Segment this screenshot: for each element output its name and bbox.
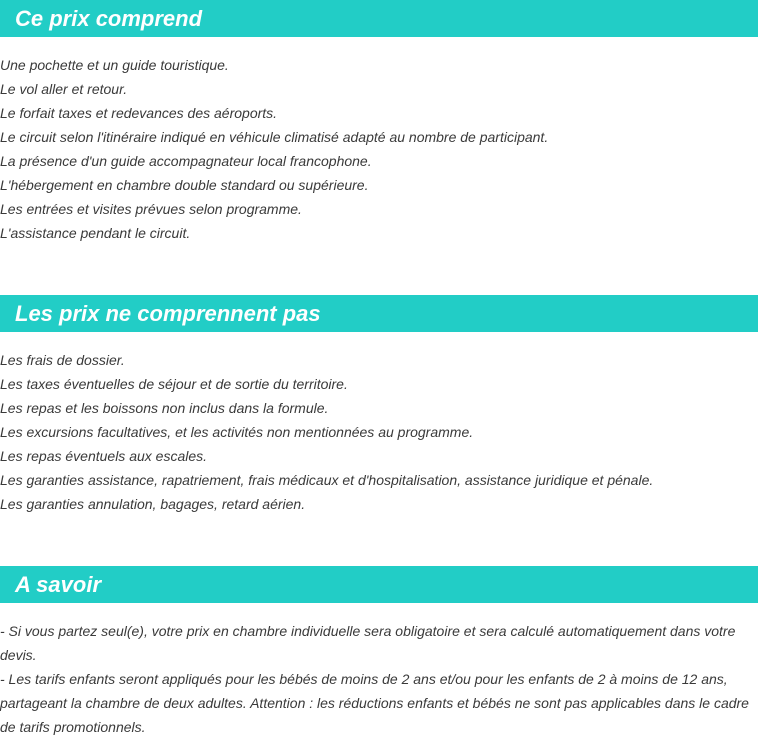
included-list: [0, 53, 548, 245]
section-title-good-to-know: A savoir: [15, 572, 102, 597]
info-paragraph-single: - Si vous partez seul(e), votre prix en chambre individuelle sera obligatoire et sera calculé automatiquement dans votre devis.: [0, 623, 736, 663]
section-title-included: Ce prix comprend: [15, 6, 203, 31]
info-paragraph-children: - Les tarifs enfants seront appliqués pour les bébés de moins de 2 ans et/ou pour les enfants de 2 à moins de 12 ans, partageant la chambre de deux adultes. Attention : les réductions enfants et bébés ne sont pas applicables dans le cadre de tarifs promotionnels.: [0, 671, 749, 735]
list-item: Une pochette et un guide touristique.: [0, 57, 229, 73]
list-item: Les repas et les boissons non inclus dans la formule.: [0, 400, 329, 416]
list-item: Les entrées et visites prévues selon programme.: [0, 201, 302, 217]
list-item: L'hébergement en chambre double standard ou supérieure.: [0, 177, 369, 193]
list-item: La présence d'un guide accompagnateur local francophone.: [0, 153, 372, 169]
section-header-included: [0, 0, 758, 37]
list-item: Les repas éventuels aux escales.: [0, 448, 208, 464]
list-item: Le vol aller et retour.: [0, 81, 128, 97]
list-item: Les excursions facultatives, et les activités non mentionnées au programme.: [0, 424, 474, 440]
list-item: Les taxes éventuelles de séjour et de sortie du territoire.: [0, 376, 348, 392]
section-header-good-to-know: [0, 566, 758, 603]
section-title-not-included: Les prix ne comprennent pas: [15, 301, 321, 326]
list-item: L'assistance pendant le circuit.: [0, 225, 191, 241]
section-header-not-included: [0, 295, 758, 332]
list-item: Le circuit selon l'itinéraire indiqué en véhicule climatisé adapté au nombre de participant.: [0, 129, 549, 145]
not-included-list: [0, 348, 653, 516]
list-item: Les garanties annulation, bagages, retard aérien.: [0, 496, 306, 512]
list-item: Les garanties assistance, rapatriement, frais médicaux et d'hospitalisation, assistance juridique et pénale.: [0, 472, 654, 488]
list-item: Le forfait taxes et redevances des aéroports.: [0, 105, 278, 121]
list-item: Les frais de dossier.: [0, 352, 125, 368]
